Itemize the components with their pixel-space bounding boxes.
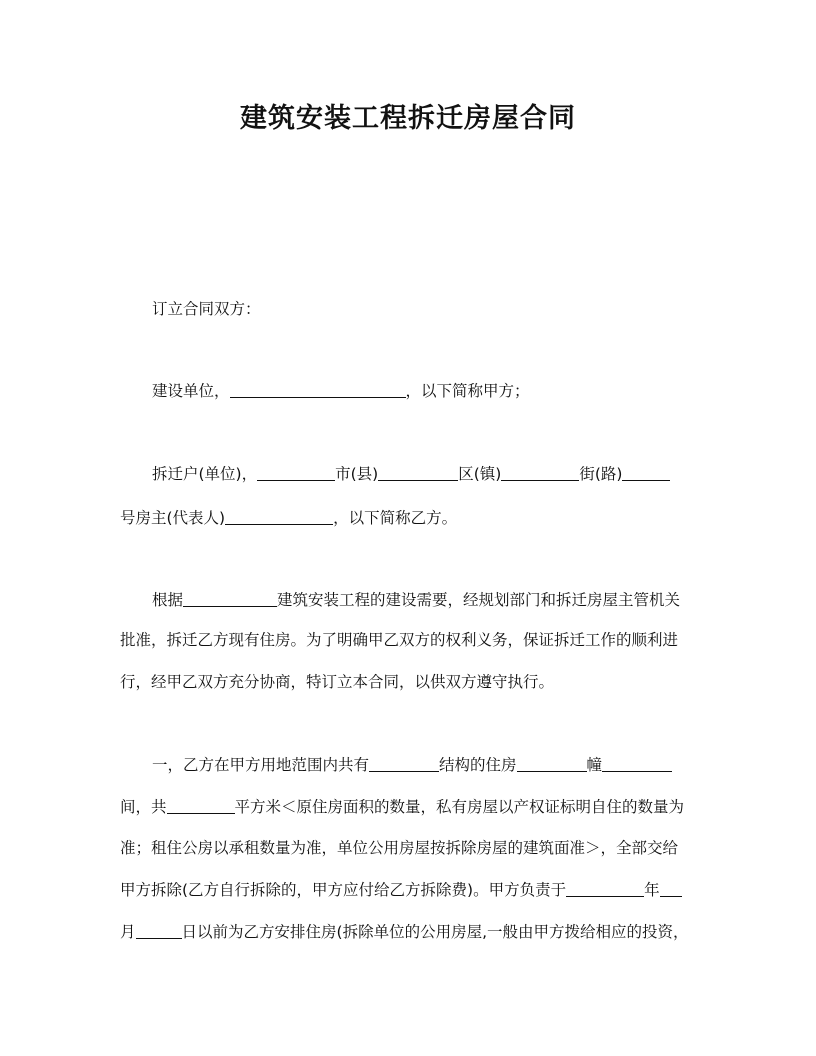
- blank-construction-unit[interactable]: [230, 381, 406, 398]
- line-demolition-household: [152, 463, 700, 485]
- text: 建设单位，: [152, 382, 230, 400]
- text: 区(镇): [458, 465, 502, 483]
- paragraph-line: [120, 629, 700, 651]
- blank-number[interactable]: [622, 464, 670, 481]
- text: 幢: [586, 756, 603, 774]
- text: 拆迁户(单位)，: [152, 465, 258, 483]
- text: 建筑安装工程的建设需要，经规划部门和拆迁房屋主管机关: [277, 591, 681, 609]
- paragraph-line: [120, 671, 700, 693]
- line-basis: [152, 589, 700, 611]
- blank-buildings[interactable]: [517, 755, 587, 772]
- text: ，以下简称乙方。: [333, 509, 458, 527]
- text: ，以下简称甲方；: [405, 382, 530, 400]
- text: 街(路): [579, 465, 623, 483]
- blank-rooms[interactable]: [602, 755, 672, 772]
- clause-one-line: [152, 754, 700, 776]
- text: 月: [120, 923, 136, 941]
- text: 准；租住公房以承租数量为准，单位公用房屋按拆除房屋的建筑面准＞，全部交给: [120, 839, 679, 857]
- clause-one-line: [120, 796, 700, 818]
- blank-street[interactable]: [501, 464, 579, 481]
- contract-parties-heading: [152, 298, 700, 320]
- text: 甲方拆除(乙方自行拆除的，甲方应付给乙方拆除费)。甲方负责于: [120, 881, 567, 899]
- blank-project[interactable]: [183, 590, 277, 607]
- text: 间，共: [120, 798, 167, 816]
- line-construction-unit: [152, 380, 700, 402]
- text: 结构的住房: [439, 756, 517, 774]
- text: 市(县): [335, 465, 379, 483]
- blank-area[interactable]: [167, 797, 235, 814]
- line-house-owner: [120, 507, 700, 529]
- blank-city[interactable]: [257, 464, 335, 481]
- text: 订立合同双方：: [152, 300, 261, 318]
- clause-one-line: [120, 837, 700, 859]
- blank-owner[interactable]: [225, 508, 333, 525]
- blank-day[interactable]: [136, 922, 182, 939]
- text: 平方米＜原住房面积的数量，私有房屋以产权证标明自住的数量为: [234, 798, 685, 816]
- text: 年: [644, 881, 660, 899]
- text: 行，经甲乙双方充分协商，特订立本合同，以供双方遵守执行。: [120, 673, 555, 691]
- text: 批准，拆迁乙方现有住房。为了明确甲乙双方的权利义务，保证拆迁工作的顺利进: [120, 631, 679, 649]
- text: 号房主(代表人): [120, 509, 226, 527]
- blank-district[interactable]: [378, 464, 458, 481]
- text: 根据: [152, 591, 184, 609]
- clause-one-line: [120, 921, 700, 943]
- text: 日以前为乙方安排住房(拆除单位的公用房屋,一般由甲方拨给相应的投资，: [181, 923, 689, 941]
- clause-one-line: [120, 879, 700, 901]
- document-title: 建筑安装工程拆迁房屋合同: [240, 103, 576, 134]
- text: 一，乙方在甲方用地范围内共有: [152, 756, 370, 774]
- blank-year[interactable]: [566, 880, 644, 897]
- blank-structure[interactable]: [369, 755, 439, 772]
- blank-month[interactable]: [660, 880, 682, 897]
